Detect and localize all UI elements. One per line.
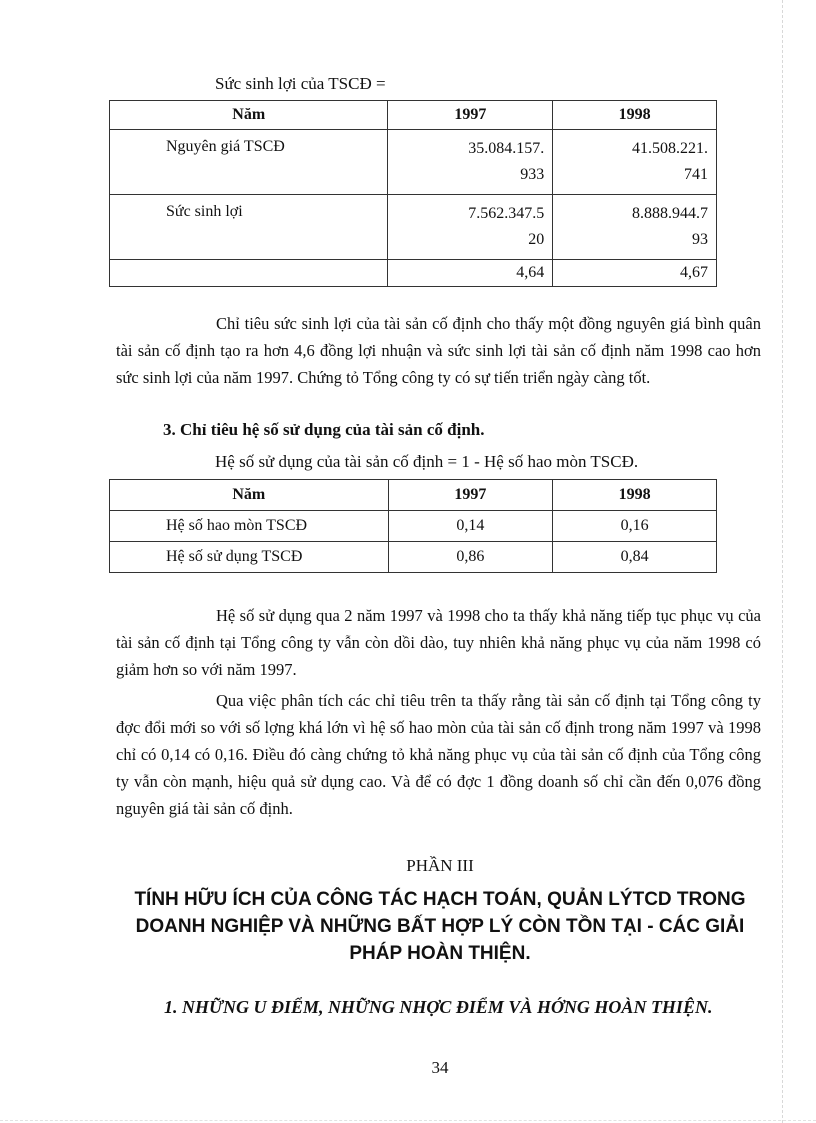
header-1997: 1997 xyxy=(388,480,553,511)
header-year: Năm xyxy=(110,480,389,511)
paragraph-usage: Hệ số sử dụng qua 2 năm 1997 và 1998 cho ta thấy khả năng tiếp tục phục vụ của tài sản cố định tại Tổng công ty vẫn còn dồi dào, tuy nhiên khả năng phục vụ của năm 1998 có giảm hơn so với năm 1997. xyxy=(116,606,761,679)
row-label xyxy=(110,260,388,287)
subheading-1: 1. NHỮNG U ĐIỂM, NHỮNG NHỢC ĐIỂM VÀ HỚNG HOÀN THIỆN. xyxy=(164,997,713,1017)
paragraph-analysis: Qua việc phân tích các chỉ tiêu trên ta thấy rằng tài sản cố định tại Tổng công ty đợc đổi mới so với số lợng khá lớn vì hệ số hao mòn của tài sản cố định trong năm 1997 và 1998 chỉ có 0,14 có 0,16. Điều đó càng chứng tỏ khả năng phục vụ của tài sản cố định của Tổng công ty vẫn còn mạnh, hiệu quả sử dụng cao. Và để có đợc 1 đồng doanh số chỉ cần đến 0,076 đồng nguyên giá tài sản cố định. xyxy=(116,691,761,818)
cell-1997: 7.562.347.5 20 xyxy=(388,195,553,260)
table-row xyxy=(110,542,717,573)
table-header-row xyxy=(110,101,717,130)
header-1997: 1997 xyxy=(388,101,553,130)
page-number: 34 xyxy=(431,1058,449,1077)
cell-1997: 0,14 xyxy=(388,511,553,542)
header-1998: 1998 xyxy=(553,480,717,511)
cell-1998: 0,16 xyxy=(553,511,717,542)
page-frame-bottom xyxy=(0,1120,816,1121)
header-year: Năm xyxy=(110,101,388,130)
part-label: PHẦN III xyxy=(406,856,474,875)
table-row xyxy=(110,260,717,287)
table-row xyxy=(110,195,717,260)
cell-1998: 8.888.944.7 93 xyxy=(553,195,717,260)
section-heading-3: 3. Chỉ tiêu hệ số sử dụng của tài sản cố định. xyxy=(163,420,485,439)
cell-1997: 4,64 xyxy=(388,260,553,287)
formula-usage: Hệ số sử dụng của tài sản cố định = 1 - Hệ số hao mòn TSCĐ. xyxy=(215,452,639,471)
part-title: TÍNH HỮU ÍCH CỦA CÔNG TÁC HẠCH TOÁN, QUẢN LÝTCD TRONG DOANH NGHIỆP VÀ NHỮNG BẤT HỢP LÝ CÒN TỒN TẠI - CÁC GIẢI PHÁP HOÀN THIỆN. xyxy=(134,889,746,964)
table-header-row xyxy=(110,480,717,511)
cell-1998: 0,84 xyxy=(553,542,717,573)
cell-1998: 4,67 xyxy=(553,260,717,287)
row-label: Hệ số hao mòn TSCĐ xyxy=(110,511,389,542)
header-1998: 1998 xyxy=(553,101,717,130)
row-label: Nguyên giá TSCĐ xyxy=(110,130,388,195)
cell-1997: 0,86 xyxy=(388,542,553,573)
usage-table xyxy=(109,479,717,573)
cell-1997: 35.084.157. 933 xyxy=(388,130,553,195)
row-label: Hệ số sử dụng TSCĐ xyxy=(110,542,389,573)
paragraph-profitability: Chỉ tiêu sức sinh lợi của tài sản cố định cho thấy một đồng nguyên giá bình quân tài sản cố định tạo ra hơn 4,6 đồng lợi nhuận và sức sinh lợi tài sản cố định năm 1998 cao hơn sức sinh lợi của năm 1997. Chứng tỏ Tổng công ty có sự tiến triển ngày càng tốt. xyxy=(116,314,761,387)
formula-profitability: Sức sinh lợi của TSCĐ = xyxy=(215,74,386,93)
row-label: Sức sinh lợi xyxy=(110,195,388,260)
profitability-table xyxy=(109,100,717,287)
page-frame-right xyxy=(782,0,783,1123)
table-row xyxy=(110,130,717,195)
cell-1998: 41.508.221. 741 xyxy=(553,130,717,195)
table-row xyxy=(110,511,717,542)
